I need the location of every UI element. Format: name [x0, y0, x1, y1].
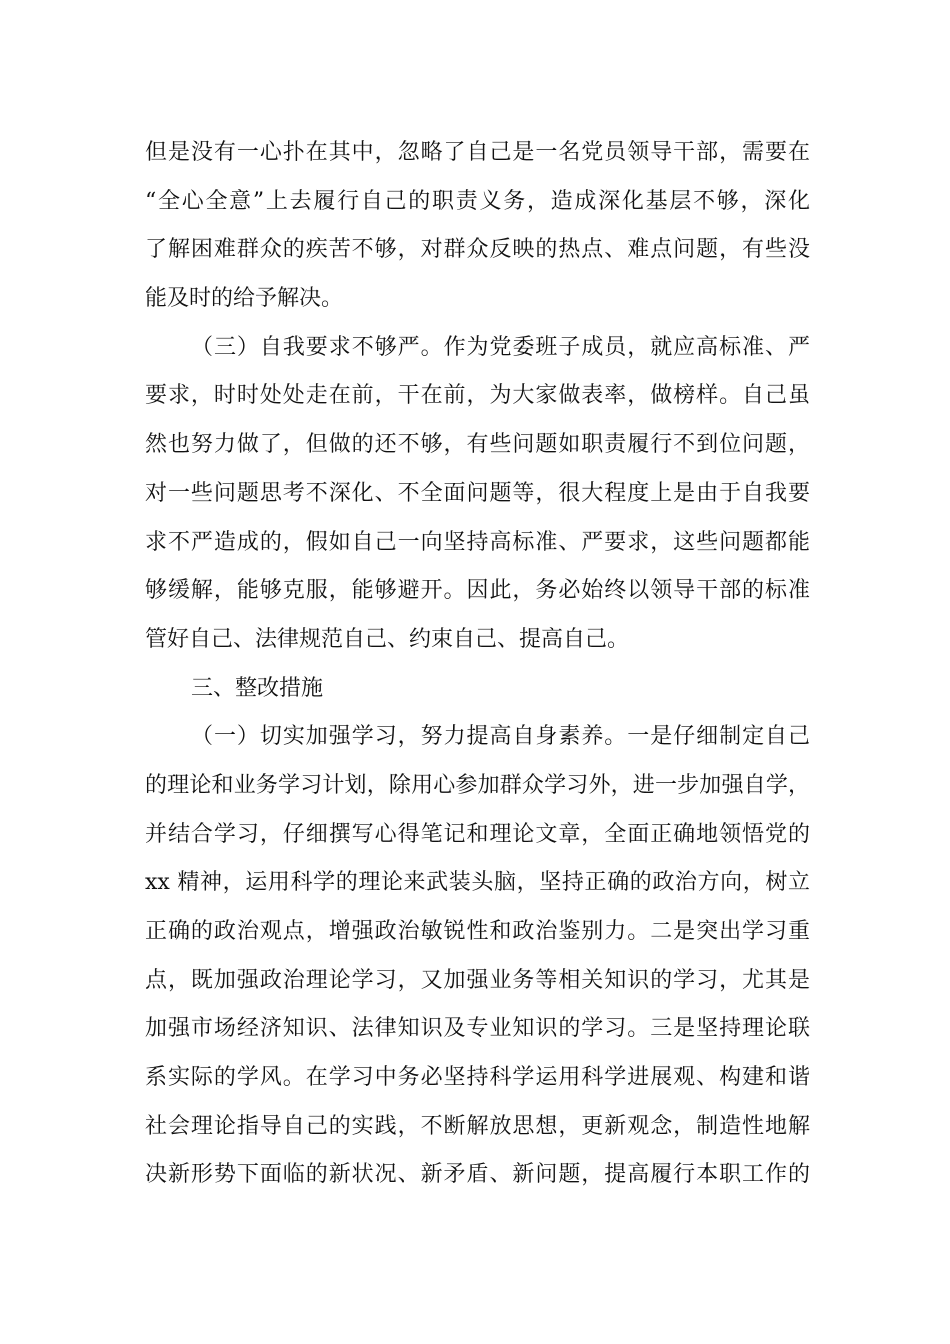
text-line: “全心全意”上去履行自己的职责义务，造成深化基层不够，深化 — [145, 188, 810, 214]
paragraph-continuation — [145, 129, 810, 324]
text-line: 决新形势下面临的新状况、新矛盾、新问题，提高履行本职工作的 — [145, 1162, 810, 1188]
text-line: 并结合学习，仔细撰写心得笔记和理论文章，全面正确地领悟党的 — [145, 821, 810, 847]
text-line: 点，既加强政治理论学习，又加强业务等相关知识的学习，尤其是 — [145, 967, 810, 993]
text-line: 对一些问题思考不深化、不全面问题等，很大程度上是由于自我要 — [145, 480, 810, 506]
paragraph-study — [145, 713, 810, 1200]
text-line: 系实际的学风。在学习中务必坚持科学运用科学进展观、构建和谐 — [145, 1065, 810, 1091]
text-line: 加强市场经济知识、法律知识及专业知识的学习。三是坚持理论联 — [145, 1016, 810, 1042]
text-line: 了解困难群众的疾苦不够，对群众反映的热点、难点问题，有些没 — [145, 237, 810, 263]
section-heading — [145, 665, 810, 714]
heading-line: 三、整改措施 — [191, 675, 324, 701]
text-line: 够缓解，能够克服，能够避开。因此，务必始终以领导干部的标准 — [145, 578, 810, 604]
text-line: （三）自我要求不够严。作为党委班子成员，就应高标准、严 — [191, 334, 810, 360]
text-line: 要求，时时处处走在前，干在前，为大家做表率，做榜样。自己虽 — [145, 383, 810, 409]
text-line: 管好自己、法律规范自己、约束自己、提高自己。 — [145, 626, 630, 652]
text-line: 求不严造成的，假如自己一向坚持高标准、严要求，这些问题都能 — [145, 529, 810, 555]
text-line: 的理论和业务学习计划，除用心参加群众学习外，进一步加强自学， — [145, 772, 810, 798]
text-line: 但是没有一心扑在其中，忽略了自己是一名党员领导干部，需要在 — [145, 140, 810, 165]
text-line: 正确的政治观点，增强政治敏锐性和政治鉴别力。二是突出学习重 — [145, 919, 810, 944]
paragraph-self-requirement — [145, 324, 810, 665]
text-line: xx 精神，运用科学的理论来武装头脑，坚持正确的政治方向，树立 — [145, 870, 810, 896]
text-line: 能及时的给予解决。 — [145, 286, 344, 312]
document-body — [145, 129, 810, 1200]
text-line: （一）切实加强学习，努力提高自身素养。一是仔细制定自己 — [191, 724, 810, 750]
text-line: 社会理论指导自己的实践，不断解放思想，更新观念，制造性地解 — [145, 1113, 810, 1139]
text-line: 然也努力做了，但做的还不够，有些问题如职责履行不到位问题， — [145, 432, 810, 458]
